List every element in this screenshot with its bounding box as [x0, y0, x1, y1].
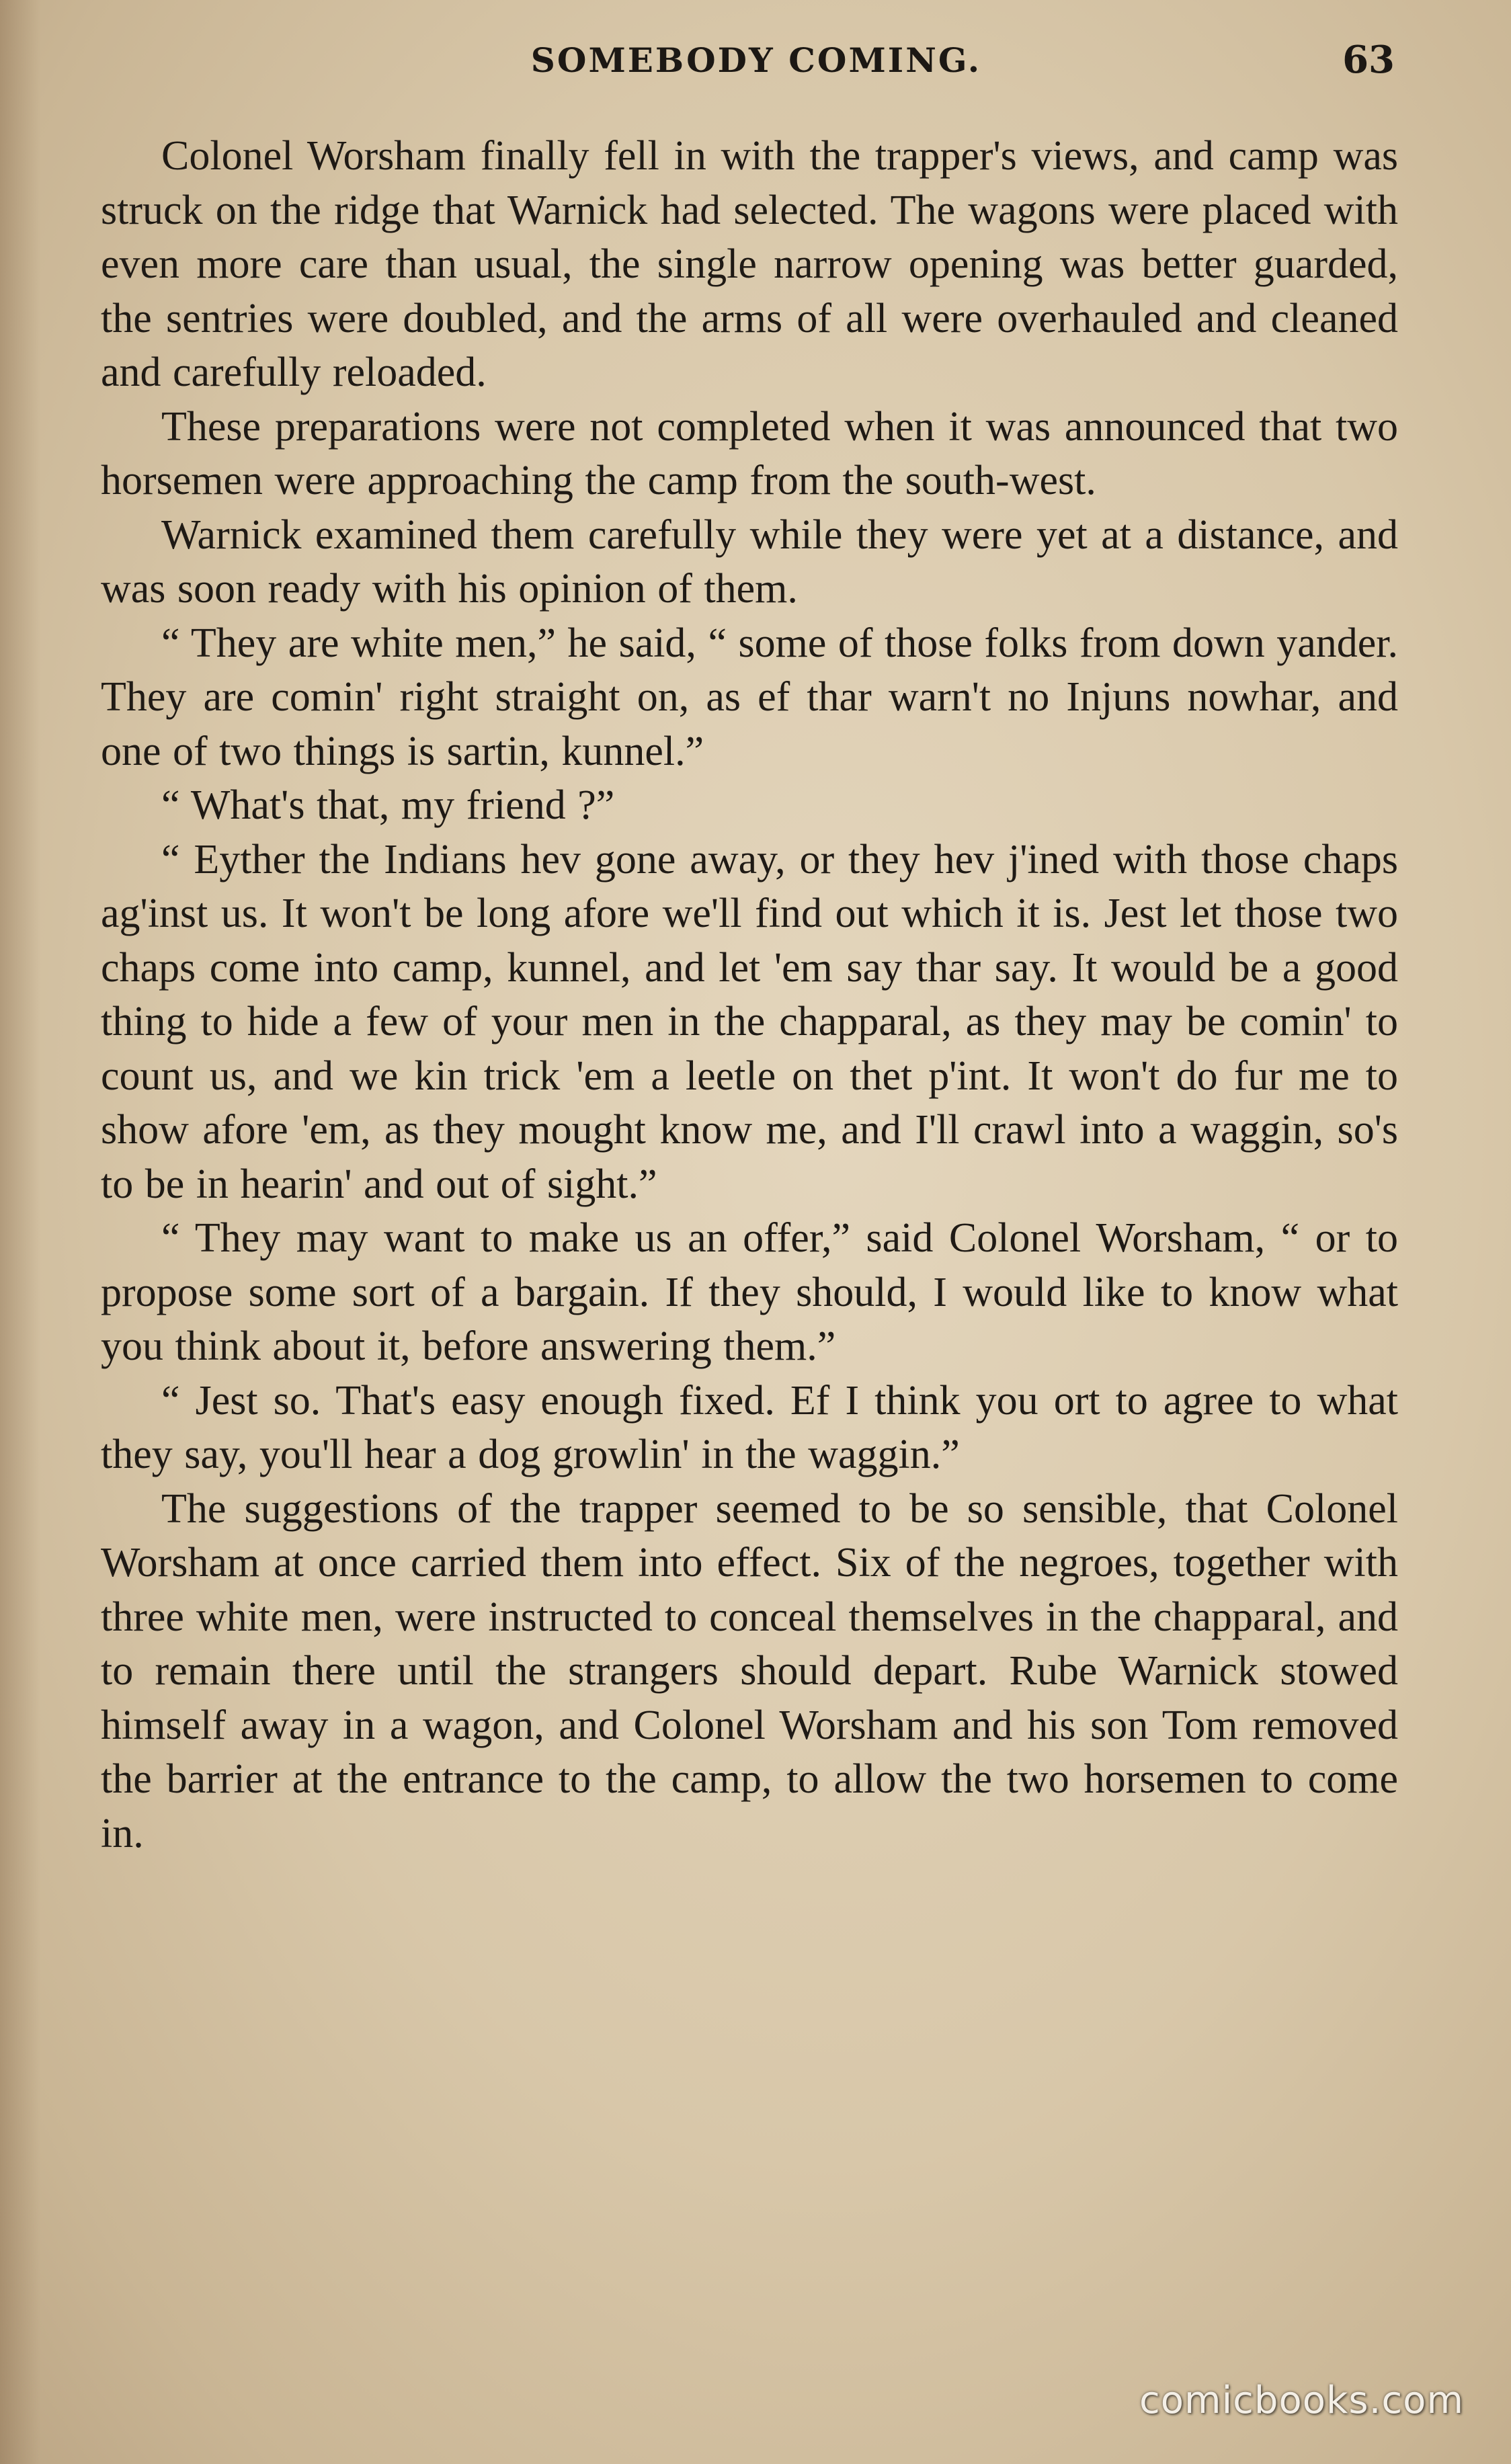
running-head: SOMEBODY COMING.	[530, 40, 982, 80]
paragraph-3: Warnick examined them carefully while they were yet at a distance, and was soon ready with his opinion of them.	[101, 511, 1398, 612]
body-text	[101, 129, 1398, 1860]
paragraph-7: “ They may want to make us an offer,” said Colonel Worsham, “ or to propose some sort of a bargain. If they should, I would like to know what you think about it, before answering them.”	[101, 1215, 1398, 1369]
watermark: comicbooks.com	[1139, 2379, 1464, 2422]
page-number: 63	[1342, 38, 1395, 82]
paragraph-6: “ Eyther the Indians hev gone away, or they hev j'ined with those chaps ag'inst us. It won't be long afore we'll find out which it is. Jest let those two chaps come into camp, kunnel, and let 'em say thar say. It would be a good thing to hide a few of your men in the chapparal, as they may be comin' to count us, and we kin trick 'em a leetle on thet p'int. It won't do fur me to show afore 'em, as they mought know me, and I'll crawl into a waggin, so's to be in hearin' and out of sight.”	[101, 836, 1398, 1207]
paragraph-5: “ What's that, my friend ?”	[161, 782, 615, 828]
page-edge-shadow	[0, 0, 40, 2464]
paragraph-1: Colonel Worsham finally fell in with the trapper's views, and camp was struck on the ridge that Warnick had selected. The wagons were placed with even more care than usual, the single narrow opening was better guarded, the sentries were doubled, and the arms of all were overhauled and cleaned and carefully reloaded.	[101, 133, 1398, 395]
page-header	[101, 32, 1412, 93]
paragraph-4: “ They are white men,” he said, “ some of those folks from down yander. They are comin' right straight on, as ef thar warn't no Injuns nowhar, and one of two things is sartin, kunnel.”	[101, 620, 1398, 774]
paragraph-8: “ Jest so. That's easy enough fixed. Ef I think you ort to agree to what they say, you'll hear a dog growlin' in the waggin.”	[101, 1377, 1398, 1477]
paragraph-2: These preparations were not completed when it was announced that two horsemen were approaching the camp from the south-west.	[101, 403, 1398, 503]
paragraph-9: The suggestions of the trapper seemed to be so sensible, that Colonel Worsham at once carried them into effect. Six of the negroes, together with three white men, were instructed to conceal themselves in the chapparal, and to remain there until the strangers should depart. Rube Warnick stowed himself away in a wagon, and Colonel Worsham and his son Tom removed the barrier at the entrance to the camp, to allow the two horsemen to come in.	[101, 1485, 1398, 1856]
